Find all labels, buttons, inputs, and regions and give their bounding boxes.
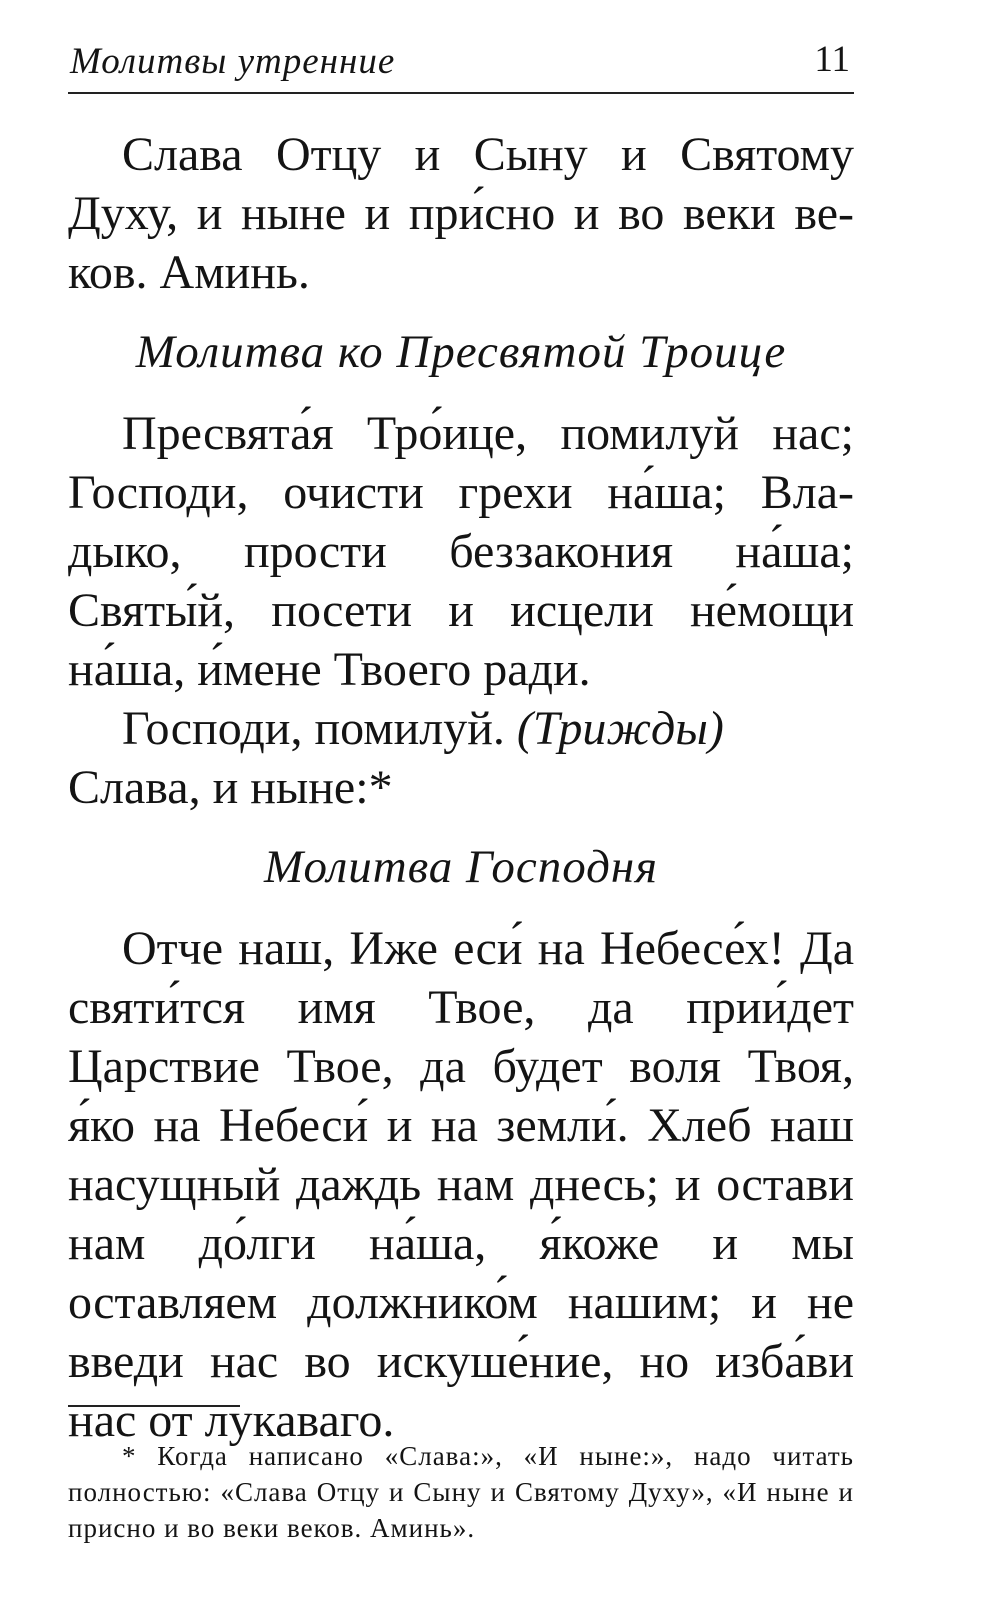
doxology-paragraph: Слава Отцу и Сыну и Святому Духу, и ныне и при́сно и во веки веков. Аминь.	[68, 128, 854, 299]
running-title: Молитвы утренние	[70, 41, 396, 82]
kyrie-paragraph	[68, 699, 854, 758]
trinity-prayer-title: Молитва ко Пресвятой Троице	[135, 326, 787, 378]
lords-prayer-title: Молитва Господня	[263, 841, 659, 893]
book-page	[68, 0, 854, 1616]
kyrie-note: (Трижды)	[516, 702, 724, 755]
footnote-rule	[68, 1405, 240, 1407]
glory-short-paragraph: Слава, и ныне:*	[68, 761, 393, 814]
body-text	[68, 125, 854, 1450]
page-number: 11	[814, 39, 850, 80]
lords-prayer-paragraph: Отче наш, Иже еси́ на Небесе́х! Да святи́тся имя Твое, да прии́дет Царствие Твое, да будет воля Твоя, я́ко на Небеси́ и на земли́. Хлеб наш насущный даждь нам днесь; и остави нам до́лги на́ша, я́коже и мы оставляем должнико́м нашим; и не введи нас во искуше́ние, но изба́ви нас от лукаваго.	[68, 922, 854, 1447]
trinity-prayer-paragraph: Пресвята́я Тро́ице, помилуй нас; Господи, очисти грехи на́ша; Владыко, прости беззакония на́ша; Святы́й, посети и исцели не́мощи на́ша, и́мене Твоего ради.	[68, 407, 854, 696]
footnote: * Когда написано «Слава:», «И ныне:», надо читать полностью: «Слава Отцу и Сыну и Святому Духу», «И ныне и присно и во веки веков. Аминь».	[68, 1441, 854, 1543]
running-head	[68, 36, 854, 94]
kyrie-text: Господи, помилуй.	[122, 702, 505, 755]
